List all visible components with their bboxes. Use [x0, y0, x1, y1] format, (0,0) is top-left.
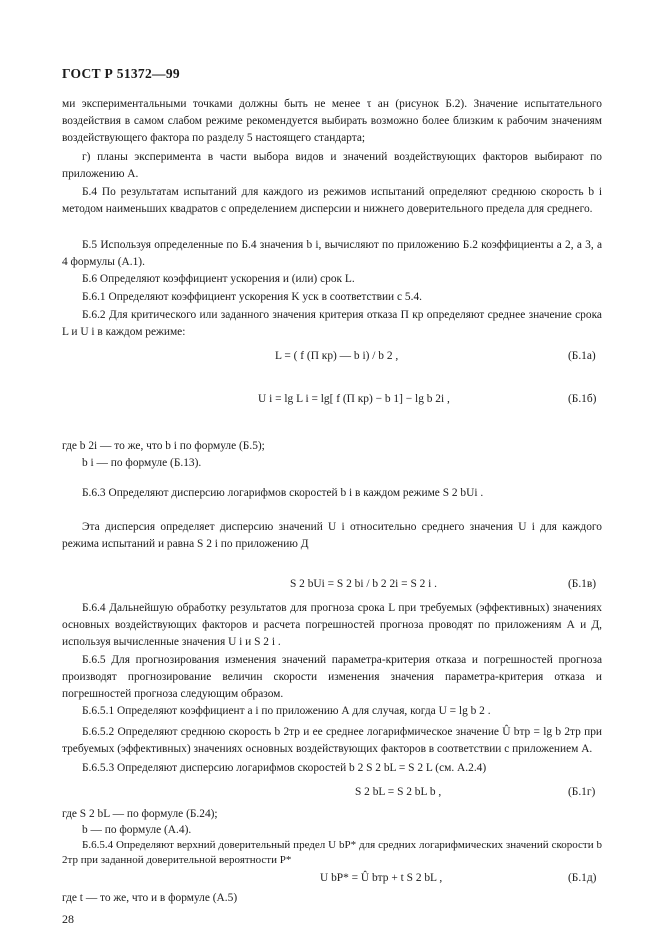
paragraph-b63: Б.6.3 Определяют дисперсию логарифмов скоростей b i в каждом режиме S 2 bUi . — [82, 487, 484, 499]
equation-b1d: U bP* = Û bтр + t S 2 bL , — [320, 872, 443, 884]
paragraph-b65: Б.6.5 Для прогнозирования изменения значений параметра-критерия отказа и погрешностей прогноза производят прогнозирование величин скорости изменения значения параметра-критерия отказа и погрешностей прогноза следующим образом. — [62, 654, 602, 701]
paragraph-where-s2bl: где S 2 bL — по формуле (Б.24); — [62, 808, 218, 820]
paragraph-b651: Б.6.5.1 Определяют коэффициент a i по приложению А для случая, когда U = lg b 2 . — [82, 705, 491, 717]
equation-number-b1a: (Б.1а) — [568, 350, 596, 362]
equation-number-b1g: (Б.1г) — [568, 786, 596, 798]
equation-b1v: S 2 bUi = S 2 bi / b 2 2i = S 2 i . — [290, 578, 438, 590]
paragraph-b4: Б.4 По результатам испытаний для каждого из режимов испытаний определяют среднюю скорость b i методом наименьших квадратов с определением дисперсии и нижнего доверительного предела для среднего. — [62, 186, 602, 216]
equation-number-b1b: (Б.1б) — [568, 393, 597, 405]
equation-b1a: L = ( f (П кр) — b i) / b 2 , — [275, 350, 399, 362]
paragraph-b61: Б.6.1 Определяют коэффициент ускорения K уск в соответствии с 5.4. — [82, 291, 422, 303]
paragraph-b62: Б.6.2 Для критического или заданного значения критерия отказа П кр определяют среднее значение срока L и U i в каждом режиме: — [62, 309, 602, 339]
paragraph-where-b: b — по формуле (А.4). — [82, 824, 192, 836]
paragraph-continuation: ми экспериментальными точками должны быть не менее τ ан (рисунок Б.2). Значение испытательного воздействия в самом слабом режиме рекомендуется выбирать возможно более близким к рабочим значениям воздействующего фактора по разделу 5 настоящего стандарта; — [62, 98, 602, 145]
paragraph-b654: Б.6.5.4 Определяют верхний доверительный предел U bP* для средних логарифмических значений скорости b 2тр при заданной доверительной вероятности P* — [62, 839, 602, 866]
paragraph-where-b2i: где b 2i — то же, что b i по формуле (Б.5); — [62, 440, 265, 452]
paragraph-b5: Б.5 Используя определенные по Б.4 значения b i, вычисляют по приложению Б.2 коэффициенты a 2, a 3, a 4 формулы (А.1). — [62, 239, 602, 269]
paragraph-b6: Б.6 Определяют коэффициент ускорения и (или) срок L. — [82, 273, 355, 285]
equation-number-b1d: (Б.1д) — [568, 872, 597, 884]
document-header: ГОСТ Р 51372—99 — [62, 66, 180, 81]
equation-b1g: S 2 bL = S 2 bL b , — [355, 786, 442, 798]
paragraph-b64: Б.6.4 Дальнейшую обработку результатов для прогноза срока L при требуемых (эффективных) значениях основных воздействующих факторов и расчета погрешностей прогноза проводят по приложениям А и Д, используя вычисленные значения U i и S 2 i . — [62, 602, 602, 649]
equation-b1b: U i = lg L i = lg[ f (П кр) − b 1] − lg b 2i , — [258, 393, 450, 405]
paragraph-plans: г) планы эксперимента в части выбора видов и значений воздействующих факторов выбирают по приложению А. — [62, 151, 602, 181]
page-number: 28 — [62, 912, 74, 926]
paragraph-dispersion: Эта дисперсия определяет дисперсию значений U i относительно среднего значения U i для каждого режима испытаний и равна S 2 i по приложению Д — [62, 521, 602, 551]
paragraph-where-bi: b i — по формуле (Б.13). — [82, 457, 202, 469]
paragraph-b653: Б.6.5.3 Определяют дисперсию логарифмов скоростей b 2 S 2 bL = S 2 L (см. А.2.4) — [82, 762, 487, 774]
paragraph-b652: Б.6.5.2 Определяют среднюю скорость b 2тр и ее среднее логарифмическое значение Û bтр = lg b 2тр при требуемых (эффективных) значениях основных воздействующих факторов в соответствии с приложением А. — [62, 726, 602, 756]
equation-number-b1v: (Б.1в) — [568, 578, 597, 590]
paragraph-where-t: где t — то же, что и в формуле (А.5) — [62, 892, 238, 904]
